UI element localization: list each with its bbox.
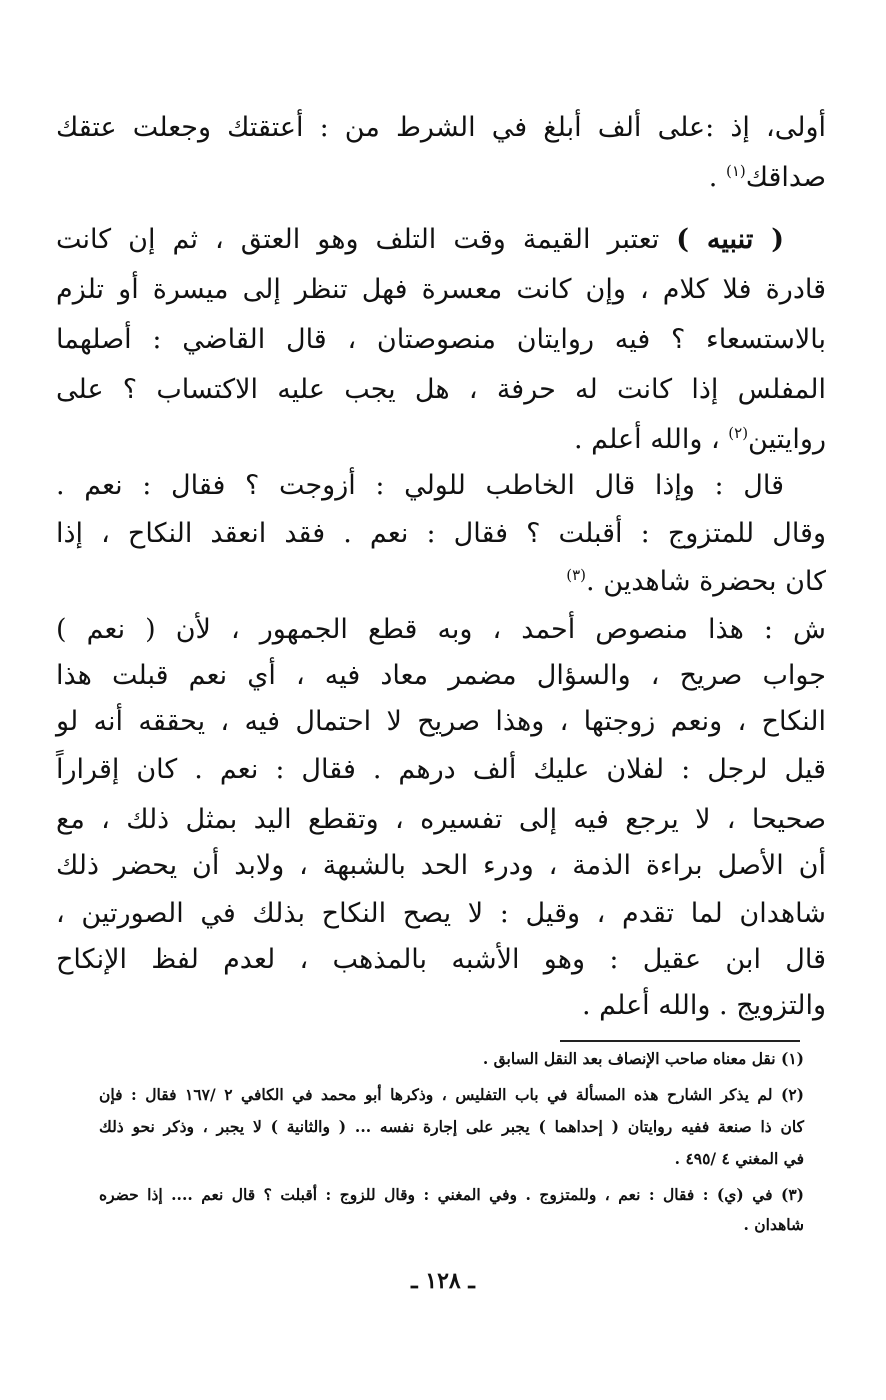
text-line: صداقك$^{(١)}$ . — [708, 162, 826, 193]
footnote-divider — [560, 1040, 800, 1042]
text-line: قيل لرجل : لفلان عليك ألف درهم . فقال : نعم . كان إقراراً — [56, 754, 826, 785]
text-line: بالاستسعاء ؟ فيه روايتان منصوصتان ، قال القاضي : أصلهما — [56, 324, 826, 355]
text-line: قال ابن عقيل : وهو الأشبه بالمذهب ، لعدم لفظ الإنكاح — [56, 944, 826, 975]
footnote-2-line: (٢) لم يذكر الشارح هذه المسألة في باب التفليس ، وذكرها أبو محمد في الكافي ٢ /١٦٧ فقال : فإن — [99, 1085, 804, 1104]
text-line: أولى، إذ :على ألف أبلغ في الشرط من : أعتقتك وجعلت عتقك — [56, 112, 826, 143]
text-line: جواب صريح ، والسؤال مضمر معاد فيه ، أي نعم قبلت هذا — [56, 660, 826, 691]
footnote-2-line: كان ذا صنعة ففيه روايتان ( إحداهما ) يجبر على إجارة نفسه ... ( والثانية ) لا يجبر ، وذكر نحو ذلك — [99, 1117, 804, 1136]
footnote-2-line: في المغني ٤ /٤٩٥ . — [674, 1149, 804, 1168]
text-line: والتزويج . والله أعلم . — [582, 990, 826, 1021]
footnote-3-line: (٣) في (ي) : فقال : نعم ، وللمتزوج . وفي المغني : وقال للزوج : أقبلت ؟ قال نعم .... إذا حضره — [99, 1185, 804, 1204]
text-line: صحيحا ، لا يرجع فيه إلى تفسيره ، وتقطع اليد بمثل ذلك ، مع — [56, 804, 826, 835]
text-line: روايتين$^{(٢)}$ ، والله أعلم . — [573, 424, 826, 455]
text-line: كان بحضرة شاهدين .$^{(٣)}$ — [566, 566, 826, 597]
text-line: ش : هذا منصوص أحمد ، وبه قطع الجمهور ، لأن ( نعم ) — [56, 614, 826, 645]
tanbih-label: ( تنبيه ) — [676, 224, 784, 255]
text-line: النكاح ، ونعم زوجتها ، وهذا صريح لا احتمال فيه ، يحققه أنه لو — [56, 706, 826, 737]
page-number: ـ ١٢٨ ـ — [411, 1268, 475, 1294]
text-line: قادرة فلا كلام ، وإن كانت معسرة فهل تنظر إلى ميسرة أو تلزم — [56, 274, 826, 305]
footnote-1: (١) نقل معناه صاحب الإنصاف بعد النقل السابق . — [482, 1049, 804, 1068]
text-line: أن الأصل براءة الذمة ، ودرء الحد بالشبهة ، ولابد أن يحضر ذلك — [56, 850, 826, 881]
text-line: ( تنبيه ) تعتبر القيمة وقت التلف وهو العتق ، ثم إن كانت — [56, 224, 784, 255]
footnote-3-line: شاهدان . — [743, 1215, 804, 1234]
footnote-ref-1[interactable]: (١) — [725, 162, 746, 180]
text-line: قال : وإذا قال الخاطب للولي : أزوجت ؟ فقال : نعم . — [56, 470, 784, 501]
text-line: شاهدان لما تقدم ، وقيل : لا يصح النكاح بذلك في الصورتين ، — [56, 898, 826, 929]
text-line: المفلس إذا كانت له حرفة ، هل يجب عليه الاكتساب ؟ على — [56, 374, 826, 405]
footnote-ref-3[interactable]: (٣) — [566, 566, 587, 584]
footnote-ref-2[interactable]: (٢) — [728, 424, 749, 442]
text-line: وقال للمتزوج : أقبلت ؟ فقال : نعم . فقد انعقد النكاح ، إذا — [56, 518, 826, 549]
